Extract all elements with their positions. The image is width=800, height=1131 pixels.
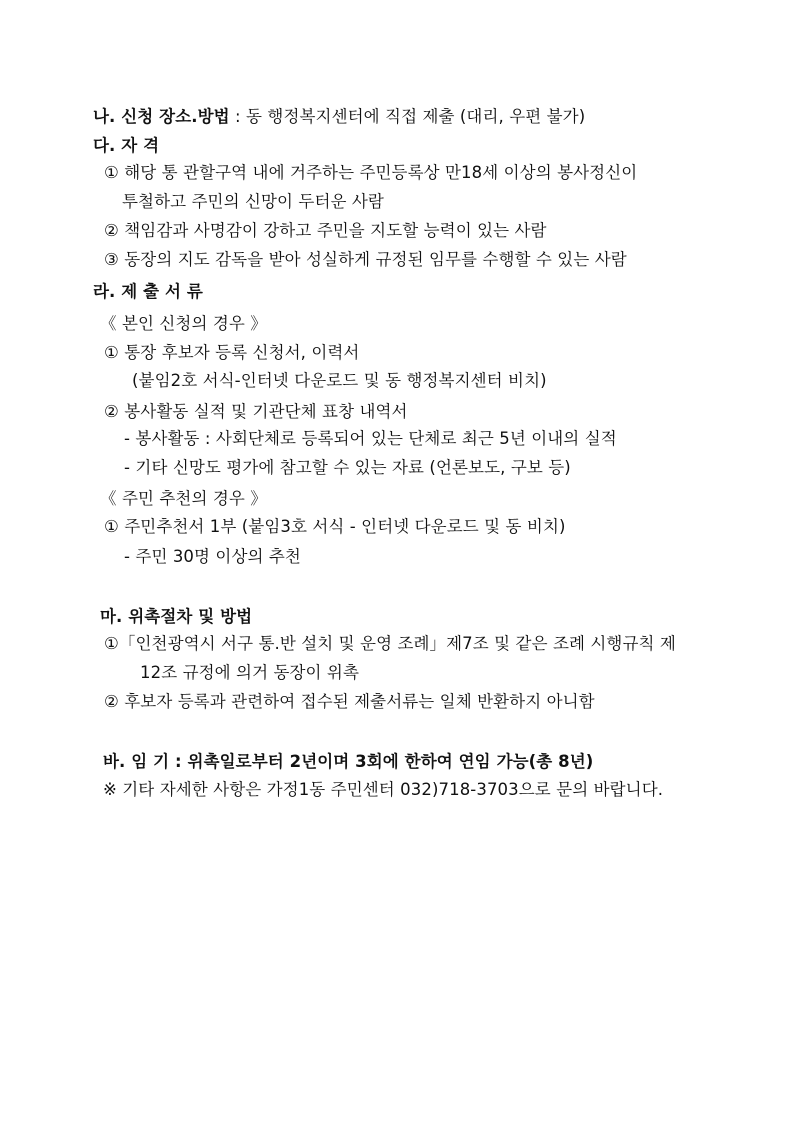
section-da-item-1: ① 해당 통 관할구역 내에 거주하는 주민등록상 만18세 이상의 봉사정신이	[104, 163, 638, 182]
section-ra-self-title: 《 본인 신청의 경우 》	[100, 314, 267, 333]
section-na-text: : 동 행정복지센터에 직접 제출 (대리, 우편 불가)	[229, 107, 586, 126]
section-da-item-3: ③ 동장의 지도 감독을 받아 성실하게 규정된 임무를 수행할 수 있는 사람	[104, 250, 627, 269]
section-ra-heading: 라. 제 출 서 류	[93, 282, 203, 301]
section-ma-item-1: ①「인천광역시 서구 통.반 설치 및 운영 조례」제7조 및 같은 조례 시행규칙 제	[104, 634, 676, 653]
section-ra-rec-item-1-sub: - 주민 30명 이상의 추천	[124, 547, 301, 566]
section-ra-self-item-2-sub-1: - 봉사활동 : 사회단체로 등록되어 있는 단체로 최근 5년 이내의 실적	[124, 429, 617, 448]
section-ra-self-item-2: ② 봉사활동 실적 및 기관단체 표창 내역서	[104, 402, 408, 421]
section-ra-rec-title: 《 주민 추천의 경우 》	[100, 489, 267, 508]
section-ra-rec-item-1: ① 주민추천서 1부 (붙임3호 서식 - 인터넷 다운로드 및 동 비치)	[104, 517, 566, 536]
section-ra-self-item-1: ① 통장 후보자 등록 신청서, 이력서	[104, 343, 360, 362]
section-na-line	[93, 106, 585, 128]
section-da-item-2: ② 책임감과 사명감이 강하고 주민을 지도할 능력이 있는 사람	[104, 221, 547, 240]
section-ma-item-2: ② 후보자 등록과 관련하여 접수된 제출서류는 일체 반환하지 아니함	[104, 692, 595, 711]
section-ra-self-item-1-cont: (붙임2호 서식-인터넷 다운로드 및 동 행정복지센터 비치)	[132, 371, 547, 390]
section-ba-line: 바. 임 기 : 위촉일로부터 2년이며 3회에 한하여 연임 가능(총 8년)	[103, 752, 594, 771]
section-ma-item-1-cont: 12조 규정에 의거 동장이 위촉	[140, 663, 360, 682]
section-da-item-1-cont: 투철하고 주민의 신망이 두터운 사람	[122, 192, 384, 211]
section-na-label: 나. 신청 장소.방법	[93, 107, 230, 126]
contact-note: ※ 기타 자세한 사항은 가정1동 주민센터 032)718-3703으로 문의 바랍니다.	[103, 780, 664, 799]
section-da-heading: 다. 자 격	[93, 136, 160, 155]
section-ra-self-item-2-sub-2: - 기타 신망도 평가에 참고할 수 있는 자료 (언론보도, 구보 등)	[124, 458, 571, 477]
section-ma-heading: 마. 위촉절차 및 방법	[100, 607, 253, 626]
